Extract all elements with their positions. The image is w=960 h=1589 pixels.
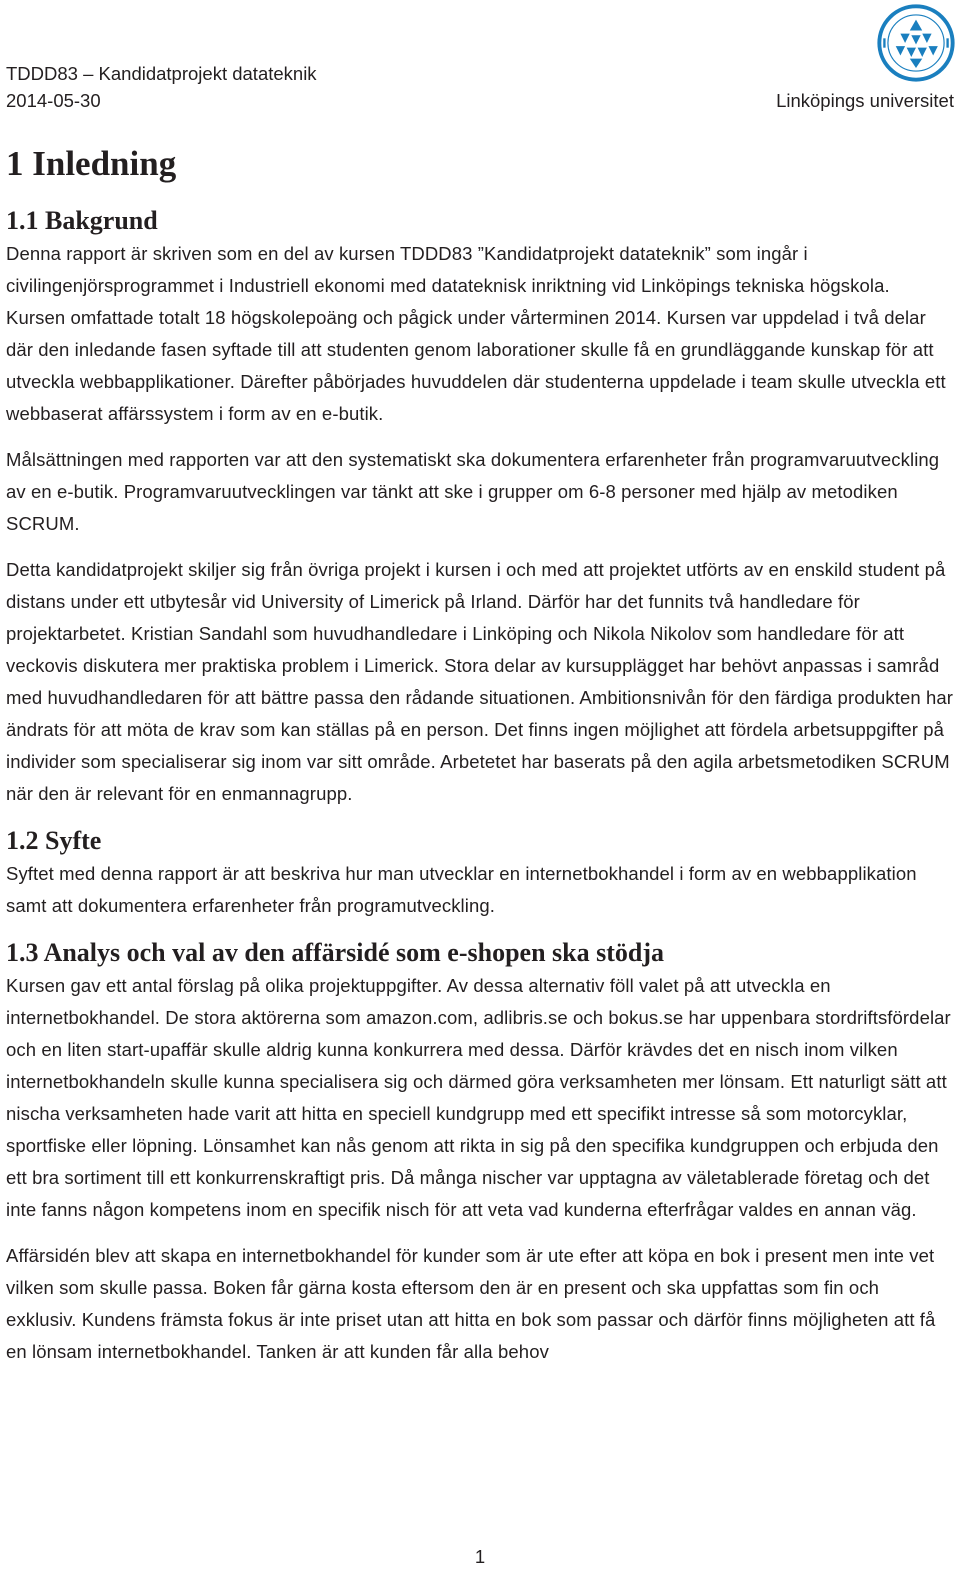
page-number: 1 bbox=[474, 1546, 486, 1567]
section-heading-syfte: 1.2 Syfte bbox=[6, 826, 102, 855]
chapter-title: 1 Inledning bbox=[6, 144, 177, 183]
section-heading-analys: 1.3 Analys och val av den affärsidé som e-shopen ska stödja bbox=[6, 938, 665, 967]
header-left bbox=[6, 60, 317, 114]
university-name: Linköpings universitet bbox=[776, 90, 954, 111]
main-content bbox=[6, 140, 954, 1382]
paragraph: Syftet med denna rapport är att beskriva hur man utvecklar en internetbokhandel i form av en webbapplikation samt att dokumentera erfarenheter från programutveckling. bbox=[6, 863, 917, 916]
paragraph: Målsättningen med rapporten var att den systematiskt ska dokumentera erfarenheter från programvaruutveckling av en e-butik. Programvaruutvecklingen var tänkt att ske i grupper om 6-8 personer med hjälp av metodiken SCRUM. bbox=[6, 449, 940, 534]
linkoping-university-seal-icon bbox=[877, 4, 955, 82]
paragraph: Kursen gav ett antal förslag på olika projektuppgifter. Av dessa alternativ föll valet på att utveckla en internetbokhandel. De stora aktörerna som amazon.com, adlibris.se och bokus.se har uppenbara stordriftsfördelar och en liten start-upaffär skulle aldrig kunna konkurrera med dessa. Därför krävdes det en nisch inom vilken internetbokhandeln skulle kunna specialisera sig och därmed göra verksamheten mer lönsam. Ett naturligt sätt att nischa verksamheten hade varit att hitta en speciell kundgrupp med ett specifikt intresse så som motorcyklar, sportfiske eller löpning. Lönsamhet kan nås genom att rikta in sig på den specifika kundgruppen och erbjuda den ett bra sortiment till ett konkurrenskraftigt pris. Då många nischer var upptagna av väletablerade företag och det inte fanns någon kompetens inom en specifik nisch för att veta vad kunderna efterfrågar valdes en annan väg. bbox=[6, 975, 951, 1220]
paragraph: Denna rapport är skriven som en del av kursen TDDD83 ”Kandidatprojekt datateknik” som ingår i civilingenjörsprogrammet i Industriell ekonomi med datateknisk inriktning vid Linköpings tekniska högskola. Kursen omfattade totalt 18 högskolepoäng och pågick under vårterminen 2014. Kursen var uppdelad i två delar där den inledande fasen syftade till att studenten genom laborationer skulle få en grundläggande kunskap för att utveckla webbapplikationer. Därefter påbörjades huvuddelen där studenterna uppdelade i team skulle utveckla ett webbaserat affärssystem i form av en e-butik. bbox=[6, 243, 946, 424]
course-title: TDDD83 – Kandidatprojekt datateknik bbox=[6, 63, 317, 84]
section-heading-bakgrund: 1.1 Bakgrund bbox=[6, 206, 158, 235]
page-header bbox=[6, 60, 954, 120]
paragraph: Affärsidén blev att skapa en internetbokhandel för kunder som är ute efter att köpa en bok i present men inte vet vilken som skulle passa. Boken får gärna kosta eftersom den är en present och ska uppfattas som fin och exklusiv. Kundens främsta fokus är inte priset utan att hitta en bok som passar och därför finns möjligheten att få en lönsam internetbokhandel. Tanken är att kunden får alla behov bbox=[6, 1245, 936, 1362]
paragraph: Detta kandidatprojekt skiljer sig från övriga projekt i kursen i och med att projektet utförts av en enskild student på distans under ett utbytesår vid University of Limerick på Irland. Därför har det funnits två handledare för projektarbetet. Kristian Sandahl som huvudhandledare i Linköping och Nikola Nikolov som handledare för att veckovis diskutera mer praktiska problem i Limerick. Stora delar av kursupplägget har behövt anpassas i samråd med huvudhandledaren för att bättre passa den rådande situationen. Ambitionsnivån för den färdiga produkten har ändrats för att möta de krav som kan ställas på en person. Det finns ingen möjlighet att fördela arbetsuppgifter på individer som specialiserar sig inom var sitt område. Arbetetet har baserats på den agila arbetsmetodiken SCRUM när den är relevant för en enmannagrupp. bbox=[6, 559, 954, 804]
document-date: 2014-05-30 bbox=[6, 90, 101, 111]
